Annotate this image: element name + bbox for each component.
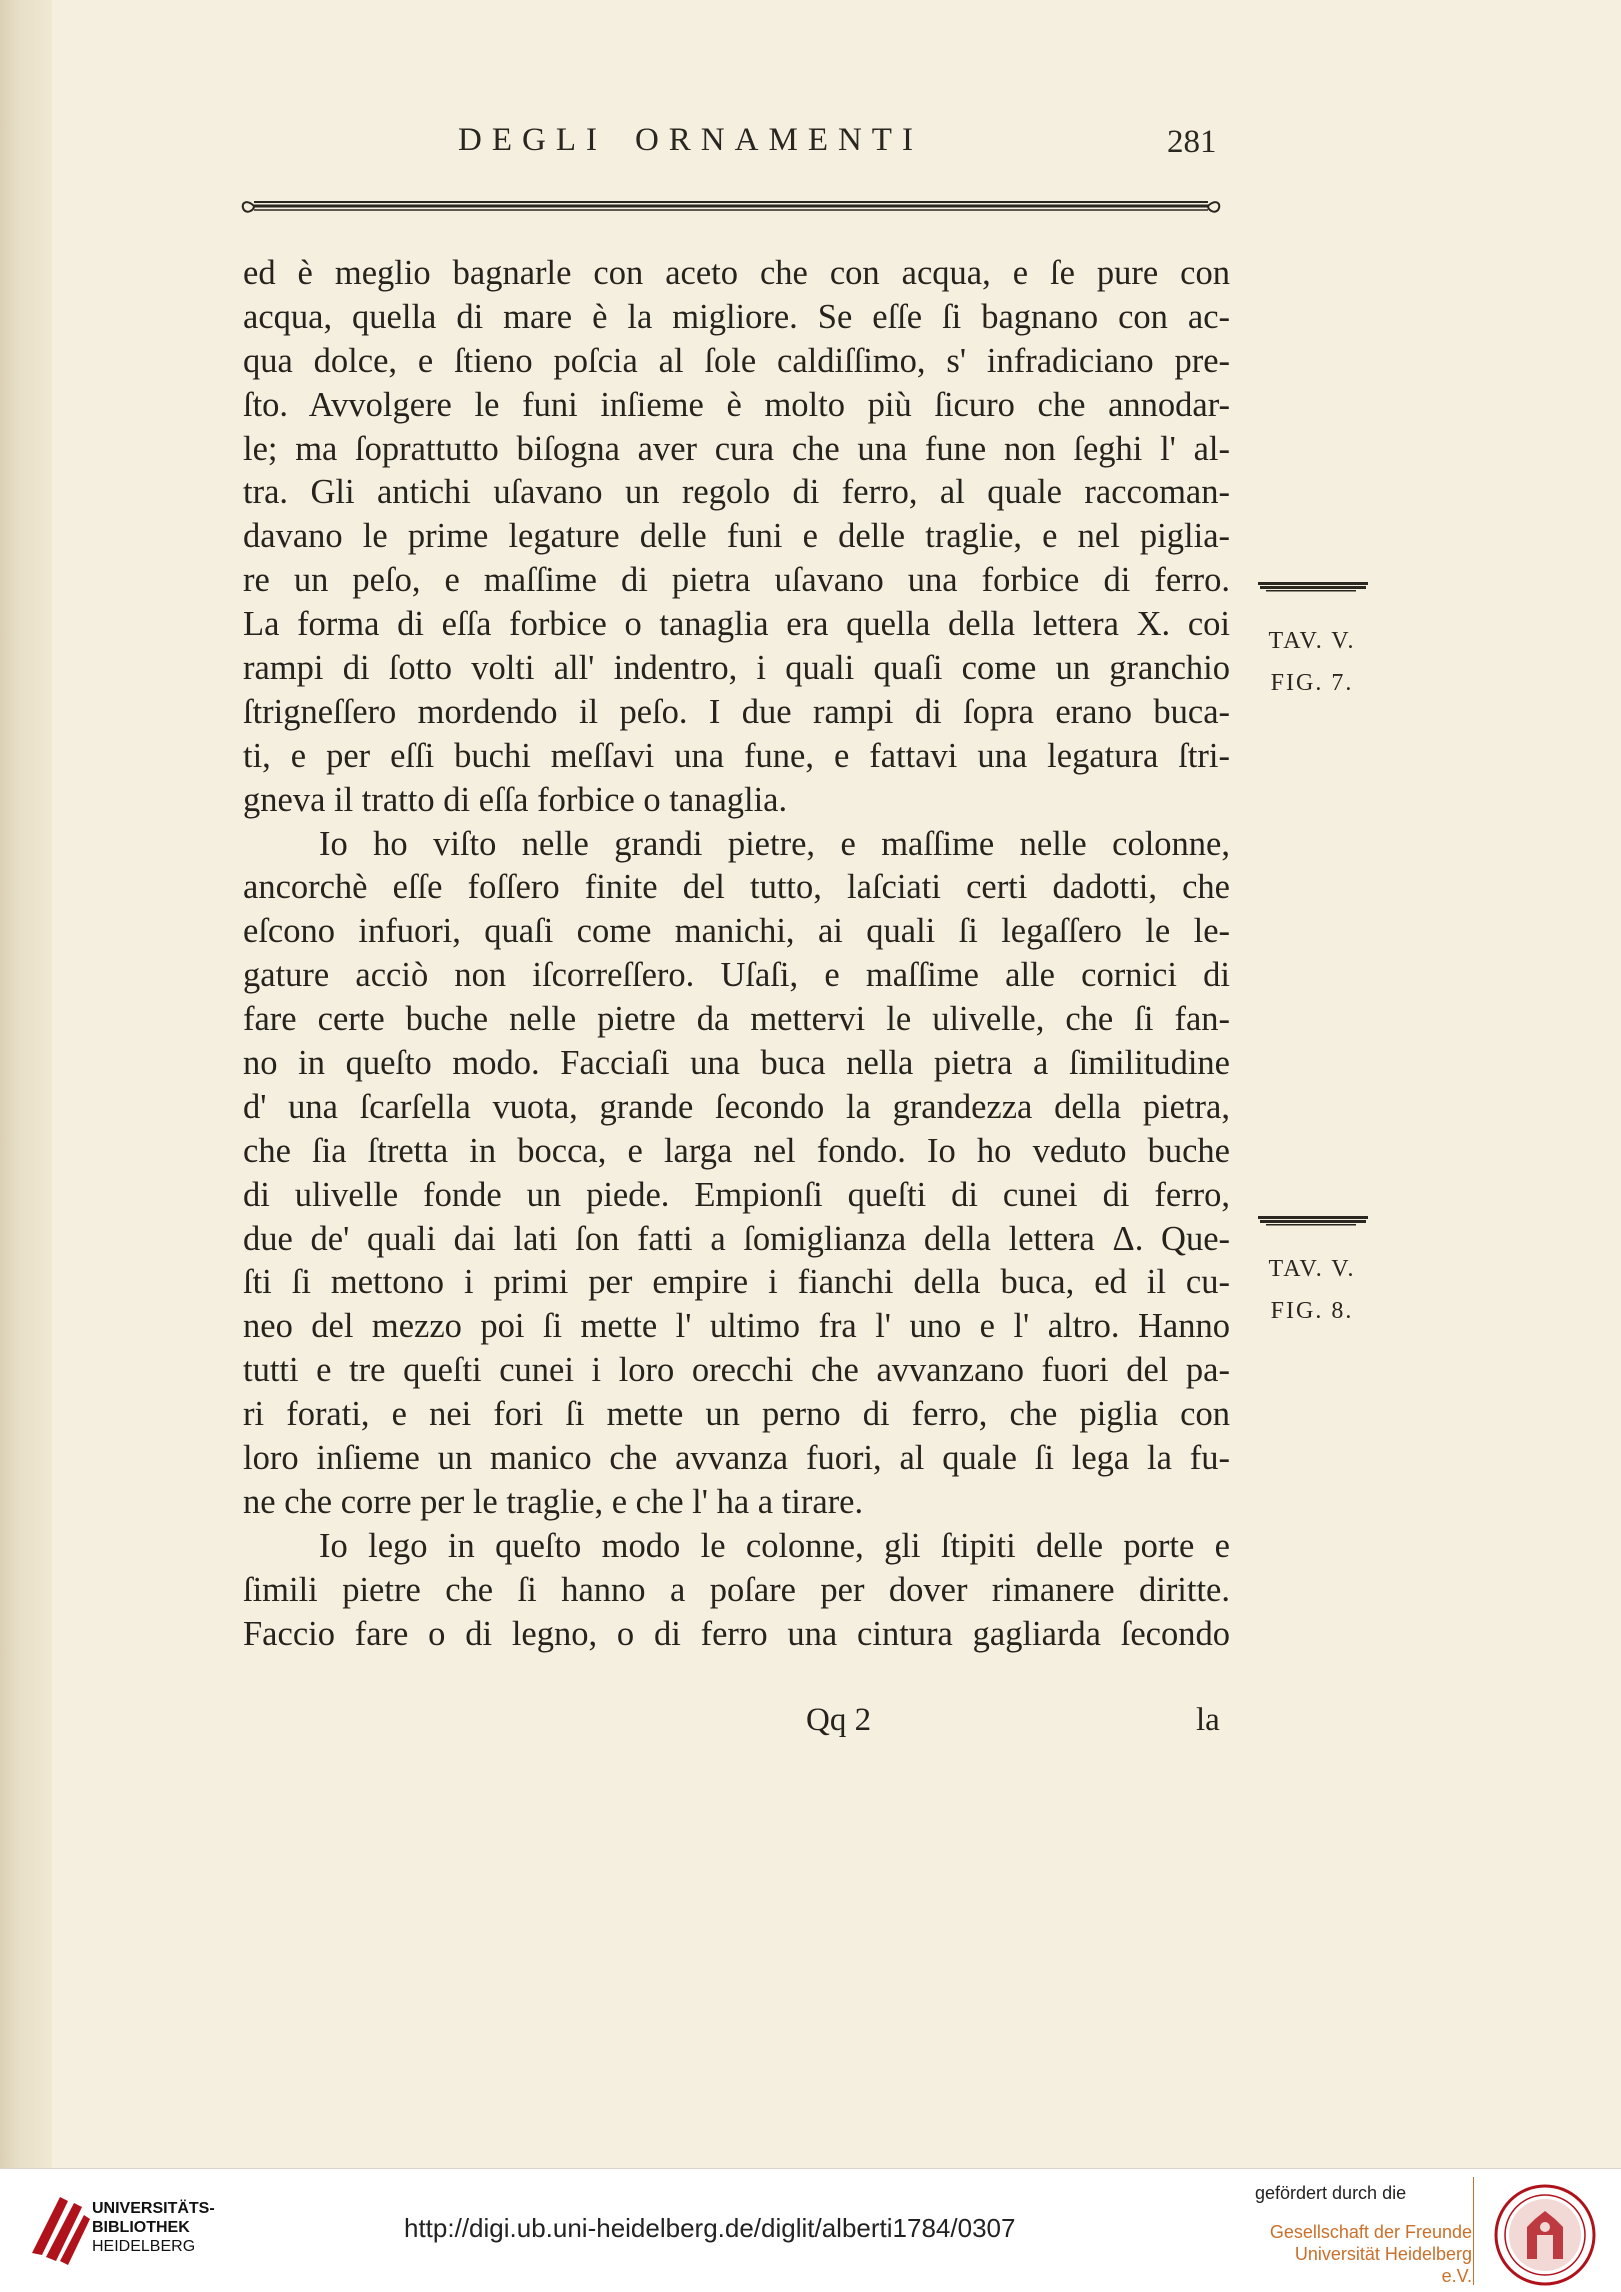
text-line: loro inſieme un manico che avvanza fuori, al quale ſi lega la fu- — [243, 1439, 1230, 1478]
text-line: di ulivelle fonde un piede. Empionſi queſti di cunei di ferro, — [243, 1175, 1230, 1214]
text-line: ſto. Avvolgere le funi inſieme è molto più ſicuro che annodar- — [243, 385, 1230, 424]
text-line: tutti e tre queſti cunei i loro orecchi che avvanzano fuori del pa- — [243, 1351, 1230, 1390]
margin-note-plate: TAV. V. — [1268, 1256, 1356, 1282]
sponsor-name-line: Universität Heidelberg e.V. — [1294, 2244, 1472, 2286]
text-line: no in queſto modo. Facciaſi una buca nella pietra a ſimilitudine — [243, 1044, 1230, 1083]
library-name-line: BIBLIOTHEK — [92, 2219, 190, 2236]
page-header — [240, 122, 1240, 172]
university-seal-icon — [1493, 2183, 1597, 2287]
sponsor-name[interactable] — [1262, 2221, 1472, 2287]
text-line: acqua, quella di mare è la migliore. Se eſſe ſi bagnano con ac- — [243, 297, 1230, 336]
digitization-footer — [0, 2168, 1621, 2292]
margin-note-bar — [1258, 1216, 1368, 1226]
text-line: eſcono infuori, quaſi come manichi, ai quali ſi legaſſero le le- — [243, 912, 1230, 951]
book-spine-shadow — [0, 0, 52, 2168]
running-title — [458, 122, 951, 159]
text-line: le; ma ſoprattutto biſogna aver cura che una fune non ſeghi l' al- — [243, 429, 1230, 468]
text-line: ri forati, e nei fori ſi mette un perno di ferro, che piglia con — [243, 1395, 1230, 1434]
library-name-line: HEIDELBERG — [92, 2238, 196, 2255]
text-line: davano le prime legature delle funi e delle traglie, e nel piglia- — [243, 517, 1230, 556]
text-line: ſtrigneſſero mordendo il peſo. I due rampi di ſopra erano buca- — [243, 692, 1230, 731]
sponsor-name-line: Gesellschaft der Freunde — [1269, 2222, 1472, 2242]
text-line: che ſia ſtretta in bocca, e larga nel fondo. Io ho veduto buche — [243, 1131, 1230, 1170]
text-line: ſti ſi mettono i primi per empire i fianchi della buca, ed il cu- — [243, 1263, 1230, 1302]
margin-note-bar — [1258, 582, 1368, 592]
running-title-word: ORNAMENTI — [634, 122, 923, 158]
library-name-line: UNIVERSITÄTS- — [92, 2200, 215, 2217]
text-line: rampi di ſotto volti all' indentro, i quali quaſi come un granchio — [243, 649, 1230, 688]
text-line: tra. Gli antichi uſavano un regolo di ferro, al quale raccoman- — [243, 473, 1230, 512]
text-line: fare certe buche nelle pietre da mettervi le ulivelle, che ſi fan- — [243, 1000, 1230, 1039]
header-rule-ornament — [240, 196, 1222, 216]
text-line: Io ho viſto nelle grandi pietre, e maſſime nelle colonne, — [319, 824, 1230, 863]
text-line: d' una ſcarſella vuota, grande ſecondo la grandezza della pietra, — [243, 1087, 1230, 1126]
sponsor-divider — [1473, 2177, 1474, 2285]
body-text — [243, 252, 1230, 1657]
running-title-word: DEGLI — [458, 122, 607, 158]
text-line: gneva il tratto di eſſa forbice o tanaglia. — [243, 780, 788, 819]
text-line: due de' quali dai lati ſon fatti a ſomiglianza della lettera Δ. Que- — [243, 1219, 1230, 1258]
text-line: qua dolce, e ſtieno poſcia al ſole caldiſſimo, s' infradiciano pre- — [243, 341, 1230, 380]
text-line: ti, e per eſſi buchi meſſavi una fune, e fattavi una legatura ſtri- — [243, 736, 1230, 775]
text-line: gature acciò non iſcorreſſero. Uſaſi, e maſſime alle cornici di — [243, 956, 1230, 995]
text-line: Io lego in queſto modo le colonne, gli ſtipiti delle porte e — [319, 1526, 1230, 1565]
catchword: la — [1196, 1702, 1220, 1738]
text-line: ſimili pietre che ſi hanno a poſare per dover rimanere diritte. — [243, 1570, 1230, 1609]
text-line: La forma di eſſa forbice o tanaglia era quella della lettera X. coi — [243, 605, 1230, 644]
text-line: neo del mezzo poi ſi mette l' ultimo fra l' uno e l' altro. Hanno — [243, 1307, 1230, 1346]
margin-note-plate: TAV. V. — [1268, 628, 1356, 654]
margin-note-figure: FIG. 7. — [1270, 670, 1354, 696]
sponsor-label: gefördert durch die — [1255, 2183, 1407, 2203]
text-line: ancorchè eſſe foſſero finite del tutto, laſciati certi dadotti, che — [243, 868, 1230, 907]
text-line: re un peſo, e maſſime di pietra uſavano una forbice di ferro. — [243, 561, 1230, 600]
permalink-url[interactable]: http://digi.ub.uni-heidelberg.de/diglit/alberti1784/0307 — [404, 2213, 1016, 2243]
university-library-logo-icon[interactable] — [26, 2191, 96, 2267]
text-line: ne che corre per le traglie, e che l' ha a tirare. — [243, 1482, 864, 1521]
text-line: ed è meglio bagnarle con aceto che con acqua, e ſe pure con — [243, 254, 1230, 292]
text-line: Faccio fare o di legno, o di ferro una cintura gagliarda ſecondo — [243, 1614, 1230, 1653]
margin-note-figure: FIG. 8. — [1270, 1298, 1354, 1324]
page-number: 281 — [1167, 124, 1217, 160]
signature-mark: Qq 2 — [806, 1702, 872, 1738]
library-name — [92, 2199, 215, 2256]
